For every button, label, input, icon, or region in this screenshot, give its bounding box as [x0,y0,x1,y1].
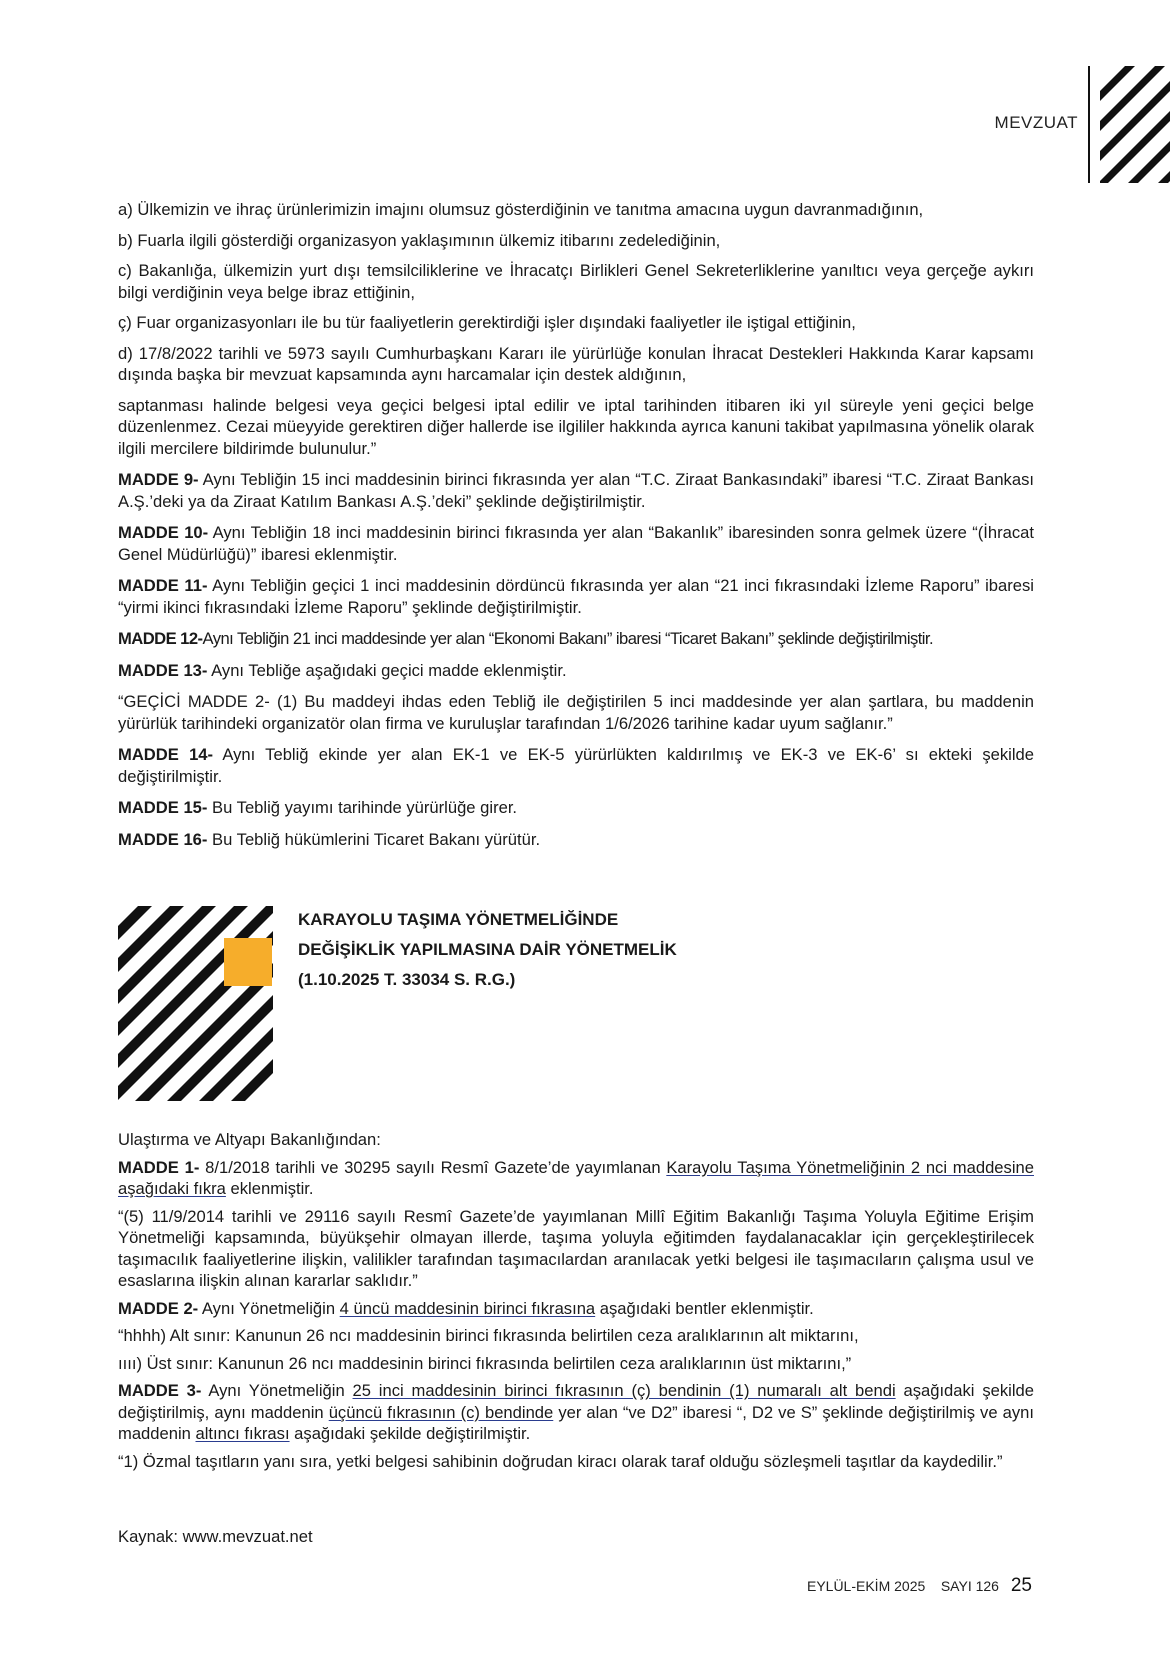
article-label: MADDE 10- [118,523,209,542]
article-16 [118,829,1034,851]
article-label: MADDE 2- [118,1298,199,1318]
source-line: Kaynak: www.mevzuat.net [118,1527,313,1546]
article-text: Aynı Yönetmeliğin [198,1298,340,1318]
article-label: MADDE 16- [118,829,208,849]
article-label: MADDE 12- [118,629,203,648]
issue-number: SAYI 126 [940,1578,999,1594]
reference-link[interactable]: 25 inci maddesinin birinci fıkrasının (ç) bendinin (1) numaralı alt bendi [352,1381,896,1400]
article-text: Aynı Tebliğin 21 inci maddesinde yer alan “Ekonomi Bakanı” ibaresi “Ticaret Bakanı” şeklinde değiştirilmiştir. [202,629,934,648]
reference-link[interactable]: Karayolu Taşıma Yönetmeliğinin 2 nci maddesine aşağıdaki fıkra [118,1157,1034,1198]
paragraph-d: d) 17/8/2022 tarihli ve 5973 sayılı Cumhurbaşkanı Kararı ile yürürlüğe konulan İhracat Destekleri Hakkında Karar kapsamı dışında başka bir mevzuat kapsamında aynı harcamalar için destek aldığının, [118,343,1034,384]
article-label: MADDE 3- [118,1381,202,1400]
reference-link[interactable]: üçüncü fıkrasının (c) bendinde [328,1402,554,1422]
article-12 [118,628,1034,650]
article-14 [118,744,1034,787]
section-label: MEVZUAT [994,113,1078,132]
article-body [118,199,1034,860]
article-text: Aynı Tebliğ ekinde yer alan EK-1 ve EK-5 yürürlükten kaldırılmış ve EK-3 ve EK-6’ sı ekteki şekilde değiştirilmiştir. [118,745,1034,786]
reg-article-2-item: “hhhh) Alt sınır: Kanunun 26 ncı maddesinin birinci fıkrasında belirtilen ceza aralıklarının alt miktarını, [118,1326,859,1345]
regulation-title-line: DEĞİŞİKLİK YAPILMASINA DAİR YÖNETMELİK [298,940,677,959]
article-text: yer alan “ve D2” ibaresi “, D2 ve S” şeklinde değiştirilmiş ve aynı maddenin [118,1402,1034,1443]
paragraph-b: b) Fuarla ilgili gösterdiği organizasyon yaklaşımının ülkemiz itibarını zedelediğinin, [118,230,721,250]
article-text: Aynı Yönetmeliğin [201,1381,353,1400]
paragraph-cc: ç) Fuar organizasyonları ile bu tür faaliyetlerin gerektirdiği işler dışındaki faaliyetler ile iştigal ettiğinin, [118,313,856,332]
paragraph-a: a) Ülkemizin ve ihraç ürünlerimizin imajını olumsuz gösterdiğinin ve tanıtma amacına uygun davranmadığının, [118,200,924,219]
article-label: MADDE 11- [118,576,208,595]
reference-link[interactable]: altıncı fıkrası [195,1424,290,1443]
article-label: MADDE 14- [118,745,214,764]
regulation-body [118,1129,1034,1478]
issue-date: EYLÜL-EKİM 2025 [806,1578,926,1594]
article-11 [118,575,1034,618]
article-label: MADDE 13- [118,660,208,680]
regulation-title-line: KARAYOLU TAŞIMA YÖNETMELİĞİNDE [298,910,619,929]
page-footer [807,1575,1032,1597]
article-10 [118,522,1034,565]
article-13 [118,660,1034,682]
article-text: Bu Tebliğ yayımı tarihinde yürürlüğe girer. [207,798,518,817]
article-9 [118,469,1034,512]
regulation-stripes-icon [118,906,273,1101]
article-text: aşağıdaki şekilde değiştirilmiştir. [289,1424,531,1443]
article-text: aşağıdaki şekilde değiştirilmiş, aynı maddenin [118,1381,1034,1422]
article-text: Aynı Tebliğin 18 inci maddesinin birinci fıkrasında yer alan “Bakanlık” ibaresinden sonra gelmek üzere “(İhracat Genel Müdürlüğü)” ibaresi eklenmiştir. [118,523,1035,564]
article-text: eklenmiştir. [225,1179,314,1198]
article-text: Aynı Tebliğin geçici 1 inci maddesinin dördüncü fıkrasında yer alan “21 inci fıkrasındaki İzleme Raporu” ibaresi “yirmi ikinci fıkrasındaki İzleme Raporu” şeklinde değiştirilmiştir. [118,576,1034,617]
regulation-title [298,905,677,995]
reg-article-1-quote: “(5) 11/9/2014 tarihli ve 29116 sayılı Resmî Gazete’de yayımlanan Millî Eğitim Bakanlığı Taşıma Yoluyla Eğitime Erişim Yönetmeliği kapsamında, büyükşehir olmayan illerde, taşıma yoluyla eğitimden faydalanacaklar için gerçekleştirilecek taşımacılık faaliyetlerine ilişkin, valilikler tarafından taşımacılardan aranılacak yetki belgesi ile taşımacıların çalışma usul ve esaslarına ilişkin alınan kararlar saklıdır.” [118,1206,1034,1290]
article-label: MADDE 15- [118,798,208,817]
reference-link[interactable]: 4 üncü maddesinin birinci fıkrasına [339,1298,596,1318]
article-text: aşağıdaki bentler eklenmiştir. [595,1298,814,1318]
paragraph-penalty: saptanması halinde belgesi veya geçici belgesi iptal edilir ve iptal tarihinden itibaren iki yıl süreyle yeni geçici belge düzenlenmez. Cezai müeyyide gerektiren diğer hallerde ise ilgililer hakkında ayrıca kanuni takibat yapılmasına yönelik olarak ilgili mercilere bildirimde bulunulur.” [118,395,1034,458]
article-text: Bu Tebliğ hükümlerini Ticaret Bakanı yürütür. [207,829,541,849]
article-label: MADDE 1- [118,1157,200,1177]
reg-article-2 [118,1298,1034,1320]
provisional-article: “GEÇİCİ MADDE 2- (1) Bu maddeyi ihdas eden Tebliğ ile değiştirilen 5 inci maddesinde yer alan şartlara, bu maddenin yürürlük tarihindeki organizatör olan firma ve kuruluşlar tarafından 1/6/2026 tarihine kadar uyum sağlanır.” [118,692,1034,733]
reg-article-2-item: ıııı) Üst sınır: Kanunun 26 ncı maddesinin birinci fıkrasında belirtilen ceza aralıklarının üst miktarını,” [118,1353,852,1373]
article-text: Aynı Tebliğe aşağıdaki geçici madde eklenmiştir. [207,660,567,680]
article-label: MADDE 9- [118,470,199,489]
reg-article-3 [118,1380,1034,1445]
article-15 [118,797,1034,819]
reg-article-1 [118,1157,1034,1200]
article-text: 8/1/2018 tarihli ve 30295 sayılı Resmî Gazete’de yayımlanan [199,1157,667,1177]
header-divider [1088,66,1090,183]
page-number: 25 [1010,1575,1032,1596]
stripes-decoration-icon [1100,66,1170,183]
reg-article-3-quote: “1) Özmal taşıtların yanı sıra, yetki belgesi sahibinin doğrudan kiracı olarak taraf olduğu sözleşmeli taşıtlar da kaydedilir.” [118,1451,1003,1471]
article-text: Aynı Tebliğin 15 inci maddesinin birinci fıkrasında yer alan “T.C. Ziraat Bankasındaki” ibaresi “T.C. Ziraat Bankası A.Ş.’deki ya da Ziraat Katılım Bankası A.Ş.’deki” şeklinde değiştirilmiştir. [118,470,1034,511]
paragraph-c: c) Bakanlığa, ülkemizin yurt dışı temsilciliklerine ve İhracatçı Birlikleri Genel Sekreterliklerine yanıltıcı veya gerçeğe aykırı bilgi verdiğinin veya belge ibraz ettiğinin, [118,261,1034,302]
issuer: Ulaştırma ve Altyapı Bakanlığından: [118,1130,381,1149]
regulation-title-line: (1.10.2025 T. 33034 S. R.G.) [298,970,516,989]
